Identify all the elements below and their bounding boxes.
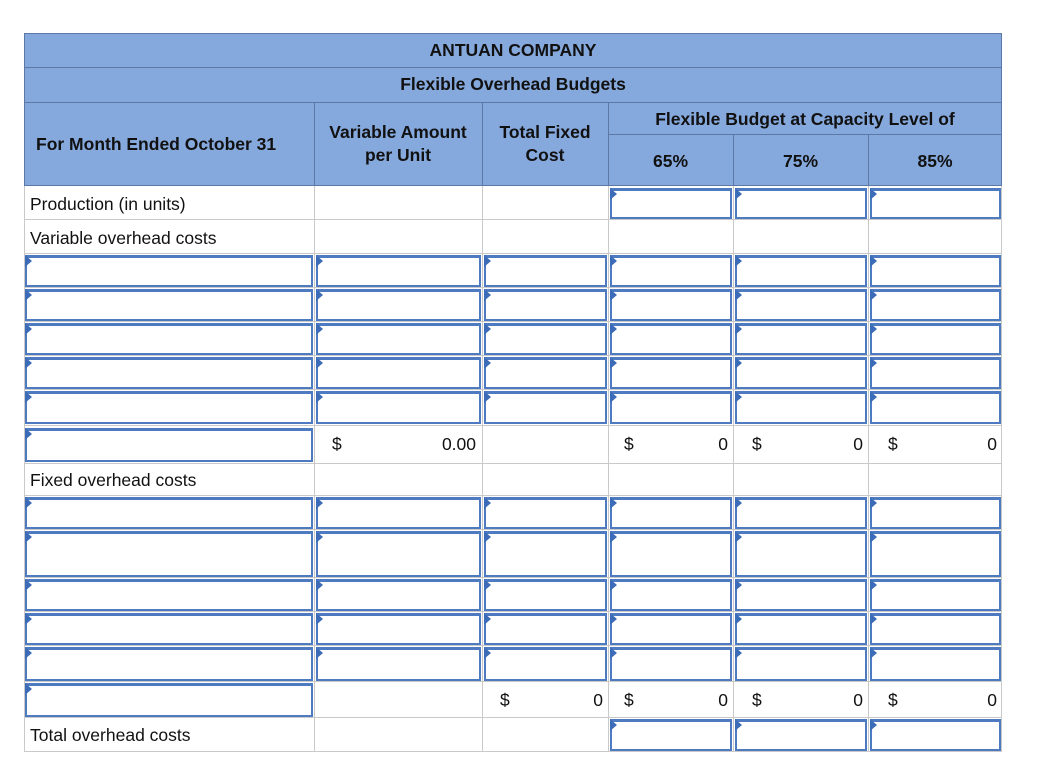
variable-item-4-65-input[interactable] — [610, 357, 732, 389]
variable-item-1-rate-input[interactable] — [316, 255, 481, 287]
fixed-item-1-75-input[interactable] — [735, 497, 867, 529]
flexible-budget-sheet — [24, 33, 1002, 752]
variable-amount-header-line2: per Unit — [364, 145, 432, 165]
variable-item-4-rate-input[interactable] — [316, 357, 481, 389]
total-fixed-header-line1: Total Fixed — [499, 122, 591, 142]
flex-budget-header: Flexible Budget at Capacity Level of — [655, 109, 955, 129]
variable-amount-header-line1: Variable Amount — [329, 122, 467, 142]
variable-total-rate-currency: $ — [332, 434, 342, 454]
variable-item-4-75-input[interactable] — [735, 357, 867, 389]
variable-total-65-currency: $ — [624, 434, 634, 454]
total-overhead-75-input[interactable] — [735, 719, 867, 751]
fixed-item-2-rate-input[interactable] — [316, 531, 481, 577]
fixed-costs-label: Fixed overhead costs — [30, 470, 197, 490]
fixed-item-2-75-input[interactable] — [735, 531, 867, 577]
variable-item-5-85-input[interactable] — [870, 391, 1001, 424]
fixed-item-3-name-input[interactable] — [25, 579, 313, 611]
variable-item-3-75-input[interactable] — [735, 323, 867, 355]
variable-item-5-75-input[interactable] — [735, 391, 867, 424]
fixed-item-1-85-input[interactable] — [870, 497, 1001, 529]
variable-item-1-75-input[interactable] — [735, 255, 867, 287]
report-title: Flexible Overhead Budgets — [400, 74, 626, 94]
fixed-item-1-name-input[interactable] — [25, 497, 313, 529]
variable-item-2-75-input[interactable] — [735, 289, 867, 321]
fixed-item-3-85-input[interactable] — [870, 579, 1001, 611]
fixed-total-cost-value: 0 — [593, 690, 603, 710]
company-title: ANTUAN COMPANY — [429, 40, 597, 60]
total-costs-label: Total overhead costs — [30, 725, 191, 745]
variable-item-1-fixed-input[interactable] — [484, 255, 607, 287]
total-overhead-65-input[interactable] — [610, 719, 732, 751]
level-85-header: 85% — [917, 151, 953, 171]
variable-item-3-rate-input[interactable] — [316, 323, 481, 355]
variable-item-2-name-input[interactable] — [25, 289, 313, 321]
variable-item-2-65-input[interactable] — [610, 289, 732, 321]
fixed-item-4-rate-input[interactable] — [316, 613, 481, 645]
variable-costs-label: Variable overhead costs — [30, 228, 217, 248]
level-65-header: 65% — [652, 151, 689, 171]
fixed-item-2-85-input[interactable] — [870, 531, 1001, 577]
period-header: For Month Ended October 31 — [36, 134, 277, 154]
fixed-total-label-input[interactable] — [25, 683, 313, 717]
variable-item-5-fixed-input[interactable] — [484, 391, 607, 424]
total-overhead-85-input[interactable] — [870, 719, 1001, 751]
variable-item-2-fixed-input[interactable] — [484, 289, 607, 321]
fixed-total-85-currency: $ — [888, 690, 898, 710]
variable-total-rate-value: 0.00 — [441, 434, 476, 454]
variable-item-5-65-input[interactable] — [610, 391, 732, 424]
variable-total-75-currency: $ — [752, 434, 762, 454]
total-fixed-header-line2: Cost — [525, 145, 565, 165]
variable-item-3-name-input[interactable] — [25, 323, 313, 355]
variable-total-85-value: 0 — [987, 434, 997, 454]
fixed-item-5-name-input[interactable] — [25, 647, 313, 681]
fixed-total-85-value: 0 — [987, 690, 997, 710]
variable-item-5-rate-input[interactable] — [316, 391, 481, 424]
production-75-input[interactable] — [735, 188, 867, 219]
fixed-total-75-currency: $ — [752, 690, 762, 710]
fixed-item-3-fixed-input[interactable] — [484, 579, 607, 611]
fixed-item-1-fixed-input[interactable] — [484, 497, 607, 529]
variable-item-1-65-input[interactable] — [610, 255, 732, 287]
variable-item-4-85-input[interactable] — [870, 357, 1001, 389]
fixed-item-4-75-input[interactable] — [735, 613, 867, 645]
fixed-item-5-85-input[interactable] — [870, 647, 1001, 681]
variable-item-1-85-input[interactable] — [870, 255, 1001, 287]
production-label: Production (in units) — [30, 194, 186, 214]
fixed-item-4-65-input[interactable] — [610, 613, 732, 645]
fixed-item-2-65-input[interactable] — [610, 531, 732, 577]
variable-item-3-fixed-input[interactable] — [484, 323, 607, 355]
fixed-item-4-85-input[interactable] — [870, 613, 1001, 645]
variable-item-4-fixed-input[interactable] — [484, 357, 607, 389]
fixed-item-1-65-input[interactable] — [610, 497, 732, 529]
variable-item-2-85-input[interactable] — [870, 289, 1001, 321]
fixed-item-4-name-input[interactable] — [25, 613, 313, 645]
variable-item-3-65-input[interactable] — [610, 323, 732, 355]
level-75-header: 75% — [782, 151, 819, 171]
variable-total-label-input[interactable] — [25, 428, 313, 462]
variable-total-75-value: 0 — [853, 434, 863, 454]
fixed-item-5-rate-input[interactable] — [316, 647, 481, 681]
fixed-item-5-fixed-input[interactable] — [484, 647, 607, 681]
fixed-item-2-fixed-input[interactable] — [484, 531, 607, 577]
variable-total-85-currency: $ — [888, 434, 898, 454]
variable-total-65-value: 0 — [718, 434, 728, 454]
production-65-input[interactable] — [610, 188, 732, 219]
variable-item-4-name-input[interactable] — [25, 357, 313, 389]
fixed-item-3-65-input[interactable] — [610, 579, 732, 611]
variable-item-1-name-input[interactable] — [25, 255, 313, 287]
variable-item-3-85-input[interactable] — [870, 323, 1001, 355]
production-85-input[interactable] — [870, 188, 1001, 219]
fixed-item-3-75-input[interactable] — [735, 579, 867, 611]
fixed-item-1-rate-input[interactable] — [316, 497, 481, 529]
fixed-item-4-fixed-input[interactable] — [484, 613, 607, 645]
variable-item-5-name-input[interactable] — [25, 391, 313, 424]
fixed-item-5-65-input[interactable] — [610, 647, 732, 681]
variable-item-2-rate-input[interactable] — [316, 289, 481, 321]
fixed-total-cost-currency: $ — [500, 690, 510, 710]
fixed-item-2-name-input[interactable] — [25, 531, 313, 577]
fixed-item-3-rate-input[interactable] — [316, 579, 481, 611]
fixed-total-75-value: 0 — [853, 690, 863, 710]
fixed-total-65-value: 0 — [718, 690, 728, 710]
fixed-item-5-75-input[interactable] — [735, 647, 867, 681]
fixed-total-65-currency: $ — [624, 690, 634, 710]
